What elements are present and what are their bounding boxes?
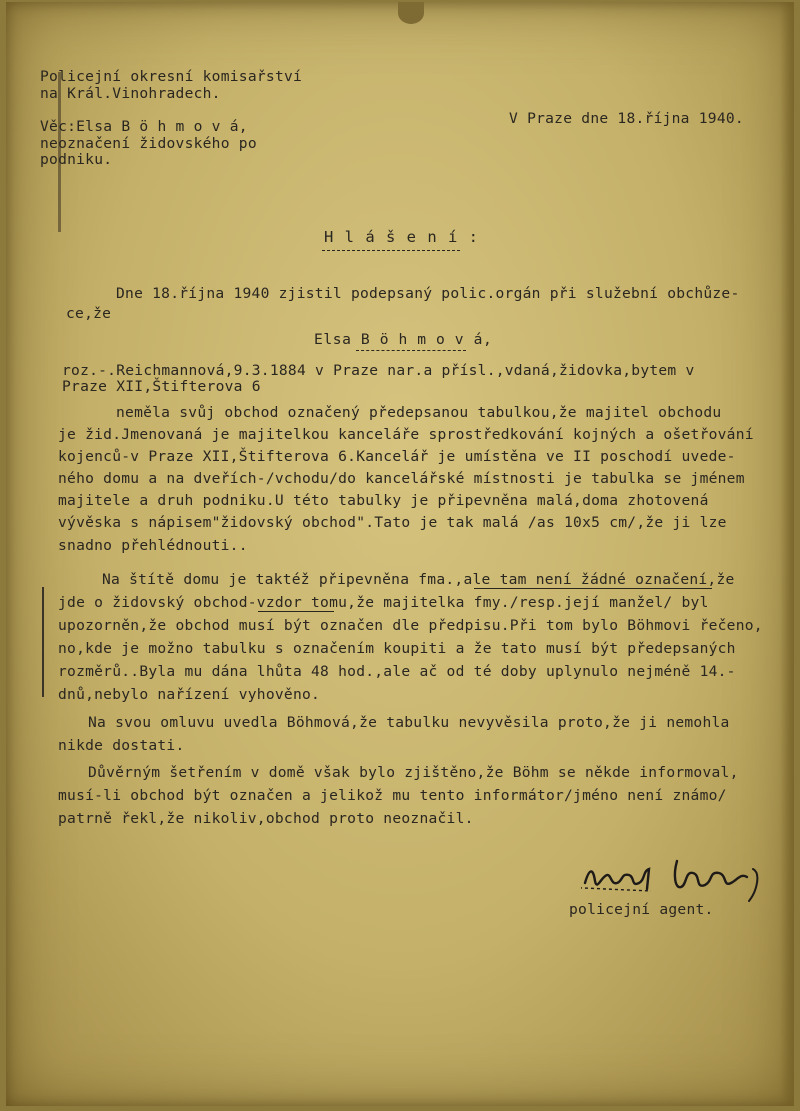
- p3-underline-1: [474, 588, 712, 589]
- p2-line-1: neměla svůj obchod označený předepsanou tabulkou,že majitel obchodu: [116, 404, 722, 421]
- office-line-2: na Král.Vinohradech.: [40, 85, 221, 102]
- handwritten-signature: [581, 847, 781, 907]
- p5-line-1: Důvěrným šetřením v domě však bylo zjištěno,že Böhm se někde informoval,: [88, 764, 739, 781]
- p3-line-4: no,kde je možno tabulku s označením koupiti a že tato musí být předepsaných: [58, 640, 736, 657]
- p5-line-3: patrně řekl,že nikoliv,obchod proto neoznačil.: [58, 810, 474, 827]
- p3-line-1: Na štítě domu je taktéž připevněna fma.,ale tam není žádné označení,že: [102, 571, 735, 588]
- place-date: V Praze dne 18.října 1940.: [509, 110, 744, 127]
- p1-line-1: Dne 18.října 1940 zjistil podepsaný polic.orgán při služební obchůze-: [116, 285, 740, 302]
- p2-line-4: ného domu a na dveřích-/vchodu/do kancelářské místnosti je tabulka se jménem: [58, 470, 745, 487]
- p3-line-2: jde o židovský obchod-vzdor tomu,že majitelka fmy./resp.její manžel/ byl: [58, 594, 709, 611]
- p4-line-1: Na svou omluvu uvedla Böhmová,že tabulku nevyvěsila proto,že ji nemohla: [88, 714, 730, 731]
- p3-line-3: upozorněn,že obchod musí být označen dle předpisu.Při tom bylo Böhmovi řečeno,: [58, 617, 763, 634]
- p2-line-3: kojenců-v Praze XII,Štifterova 6.Kancelář je umístěna ve II poschodí uvede-: [58, 448, 736, 465]
- born-line: roz.-.Reichmannová,9.3.1884 v Praze nar.a přísl.,vdaná,židovka,bytem v: [62, 362, 695, 379]
- name-underline: [356, 350, 466, 351]
- p2-line-6: vývěska s nápisem"židovský obchod".Tato je tak malá /as 10x5 cm/,že ji lze: [58, 514, 727, 531]
- office-line-1: Policejní okresní komisařství: [40, 68, 303, 85]
- paper-tear: [398, 2, 424, 24]
- p3-underline-2: [258, 611, 334, 612]
- p2-line-5: majitele a druh podniku.U této tabulky je připevněna malá,doma zhotovená: [58, 492, 709, 509]
- subject-line-2: neoznačení židovského po: [40, 135, 257, 152]
- subject-line-1: Věc:Elsa B ö h m o v á,: [40, 118, 248, 135]
- p3-line-5: rozměrů..Byla mu dána lhůta 48 hod.,ale ač od té doby uplynulo nejméně 14.-: [58, 663, 736, 680]
- paper-edge-shadow: [780, 2, 794, 1106]
- document-page: [6, 2, 794, 1106]
- address-line: Praze XII,Štifterova 6: [62, 378, 261, 395]
- p2-line-7: snadno přehlédnouti..: [58, 537, 248, 554]
- p4-line-2: nikde dostati.: [58, 737, 185, 754]
- signer-role: policejní agent.: [569, 901, 714, 918]
- subject-name: Elsa B ö h m o v á,: [314, 331, 493, 348]
- margin-bracket: [42, 587, 44, 697]
- subject-line-3: podniku.: [40, 151, 113, 168]
- p5-line-2: musí-li obchod být označen a jelikož mu tento informátor/jméno není známo/: [58, 787, 727, 804]
- title-underline: [322, 250, 460, 251]
- p2-line-2: je žid.Jmenovaná je majitelkou kanceláře sprostředkování kojných a ošetřování: [58, 426, 754, 443]
- report-title: H l á š e n í :: [324, 228, 479, 246]
- p3-line-6: dnů,nebylo nařízení vyhověno.: [58, 686, 321, 703]
- p1-line-2: ce,že: [66, 305, 112, 322]
